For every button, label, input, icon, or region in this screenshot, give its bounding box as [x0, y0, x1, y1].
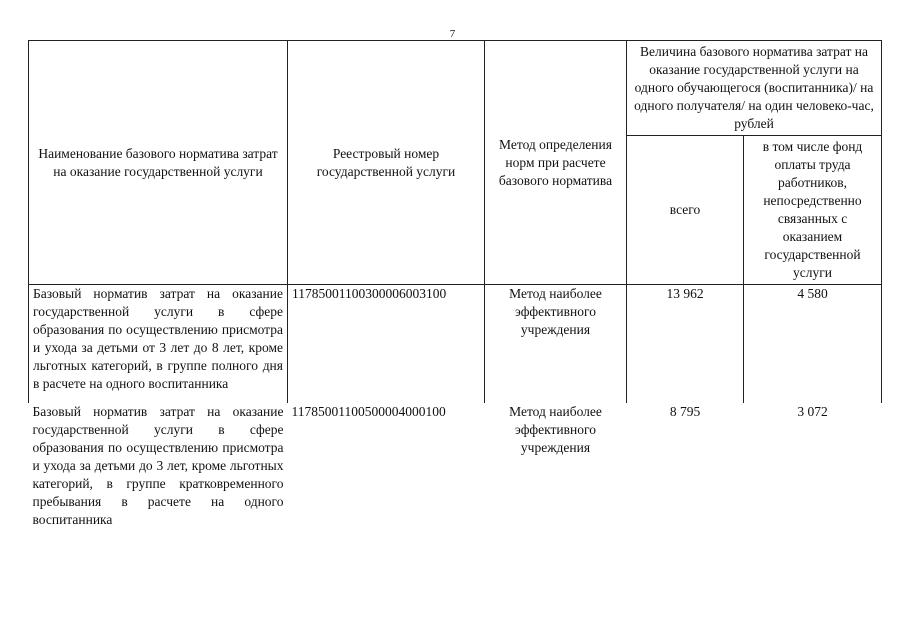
- cell-method: Метод наиболее эффективного учреждения: [509, 404, 602, 455]
- header-registry-number: Реестровый номер государственной услуги: [288, 41, 485, 285]
- header-norm-value: Величина базового норматива затрат на оказание государственной услуги на одного обучающегося (воспитанника)/ на одного получателя/ на один человеко-час, рублей: [627, 41, 882, 136]
- table-row: [29, 285, 882, 404]
- cell-wage-fund: 3 072: [797, 404, 828, 419]
- cell-total: 13 962: [627, 285, 744, 404]
- cell-total: 8 795: [669, 404, 701, 419]
- table-header-row: [29, 41, 882, 136]
- header-total: всего: [627, 136, 744, 285]
- cell-norm-name: Базовый норматив затрат на оказание государственной услуги в сфере образования по осуществлению присмотра и ухода за детьми от 3 лет до 8 лет, кроме льготных категорий, в группе полного дня в расчете на одного воспитанника: [29, 285, 288, 404]
- page-number: 7: [449, 28, 456, 40]
- header-wage-fund: в том числе фонд оплаты труда работников, непосредственно связанных с оказанием государственной услуги: [744, 136, 882, 285]
- base-norms-table: [28, 40, 882, 529]
- cell-wage-fund: 4 580: [744, 285, 882, 404]
- header-method: Метод определения норм при расчете базового норматива: [485, 41, 627, 285]
- table-row: [29, 403, 882, 529]
- cell-registry-number: 11785001100300006003100: [288, 285, 485, 404]
- cell-method: Метод наиболее эффективного учреждения: [485, 285, 627, 404]
- header-name: Наименование базового норматива затрат на оказание государственной услуги: [29, 41, 288, 285]
- cell-registry-number: 11785001100500004000100: [291, 404, 446, 419]
- cell-norm-name: Базовый норматив затрат на оказание государственной услуги в сфере образования по осуществлению присмотра и ухода за детьми до 3 лет, кроме льготных категорий, в группе кратковременного пребывания в расчете на одного воспитанника: [32, 404, 284, 527]
